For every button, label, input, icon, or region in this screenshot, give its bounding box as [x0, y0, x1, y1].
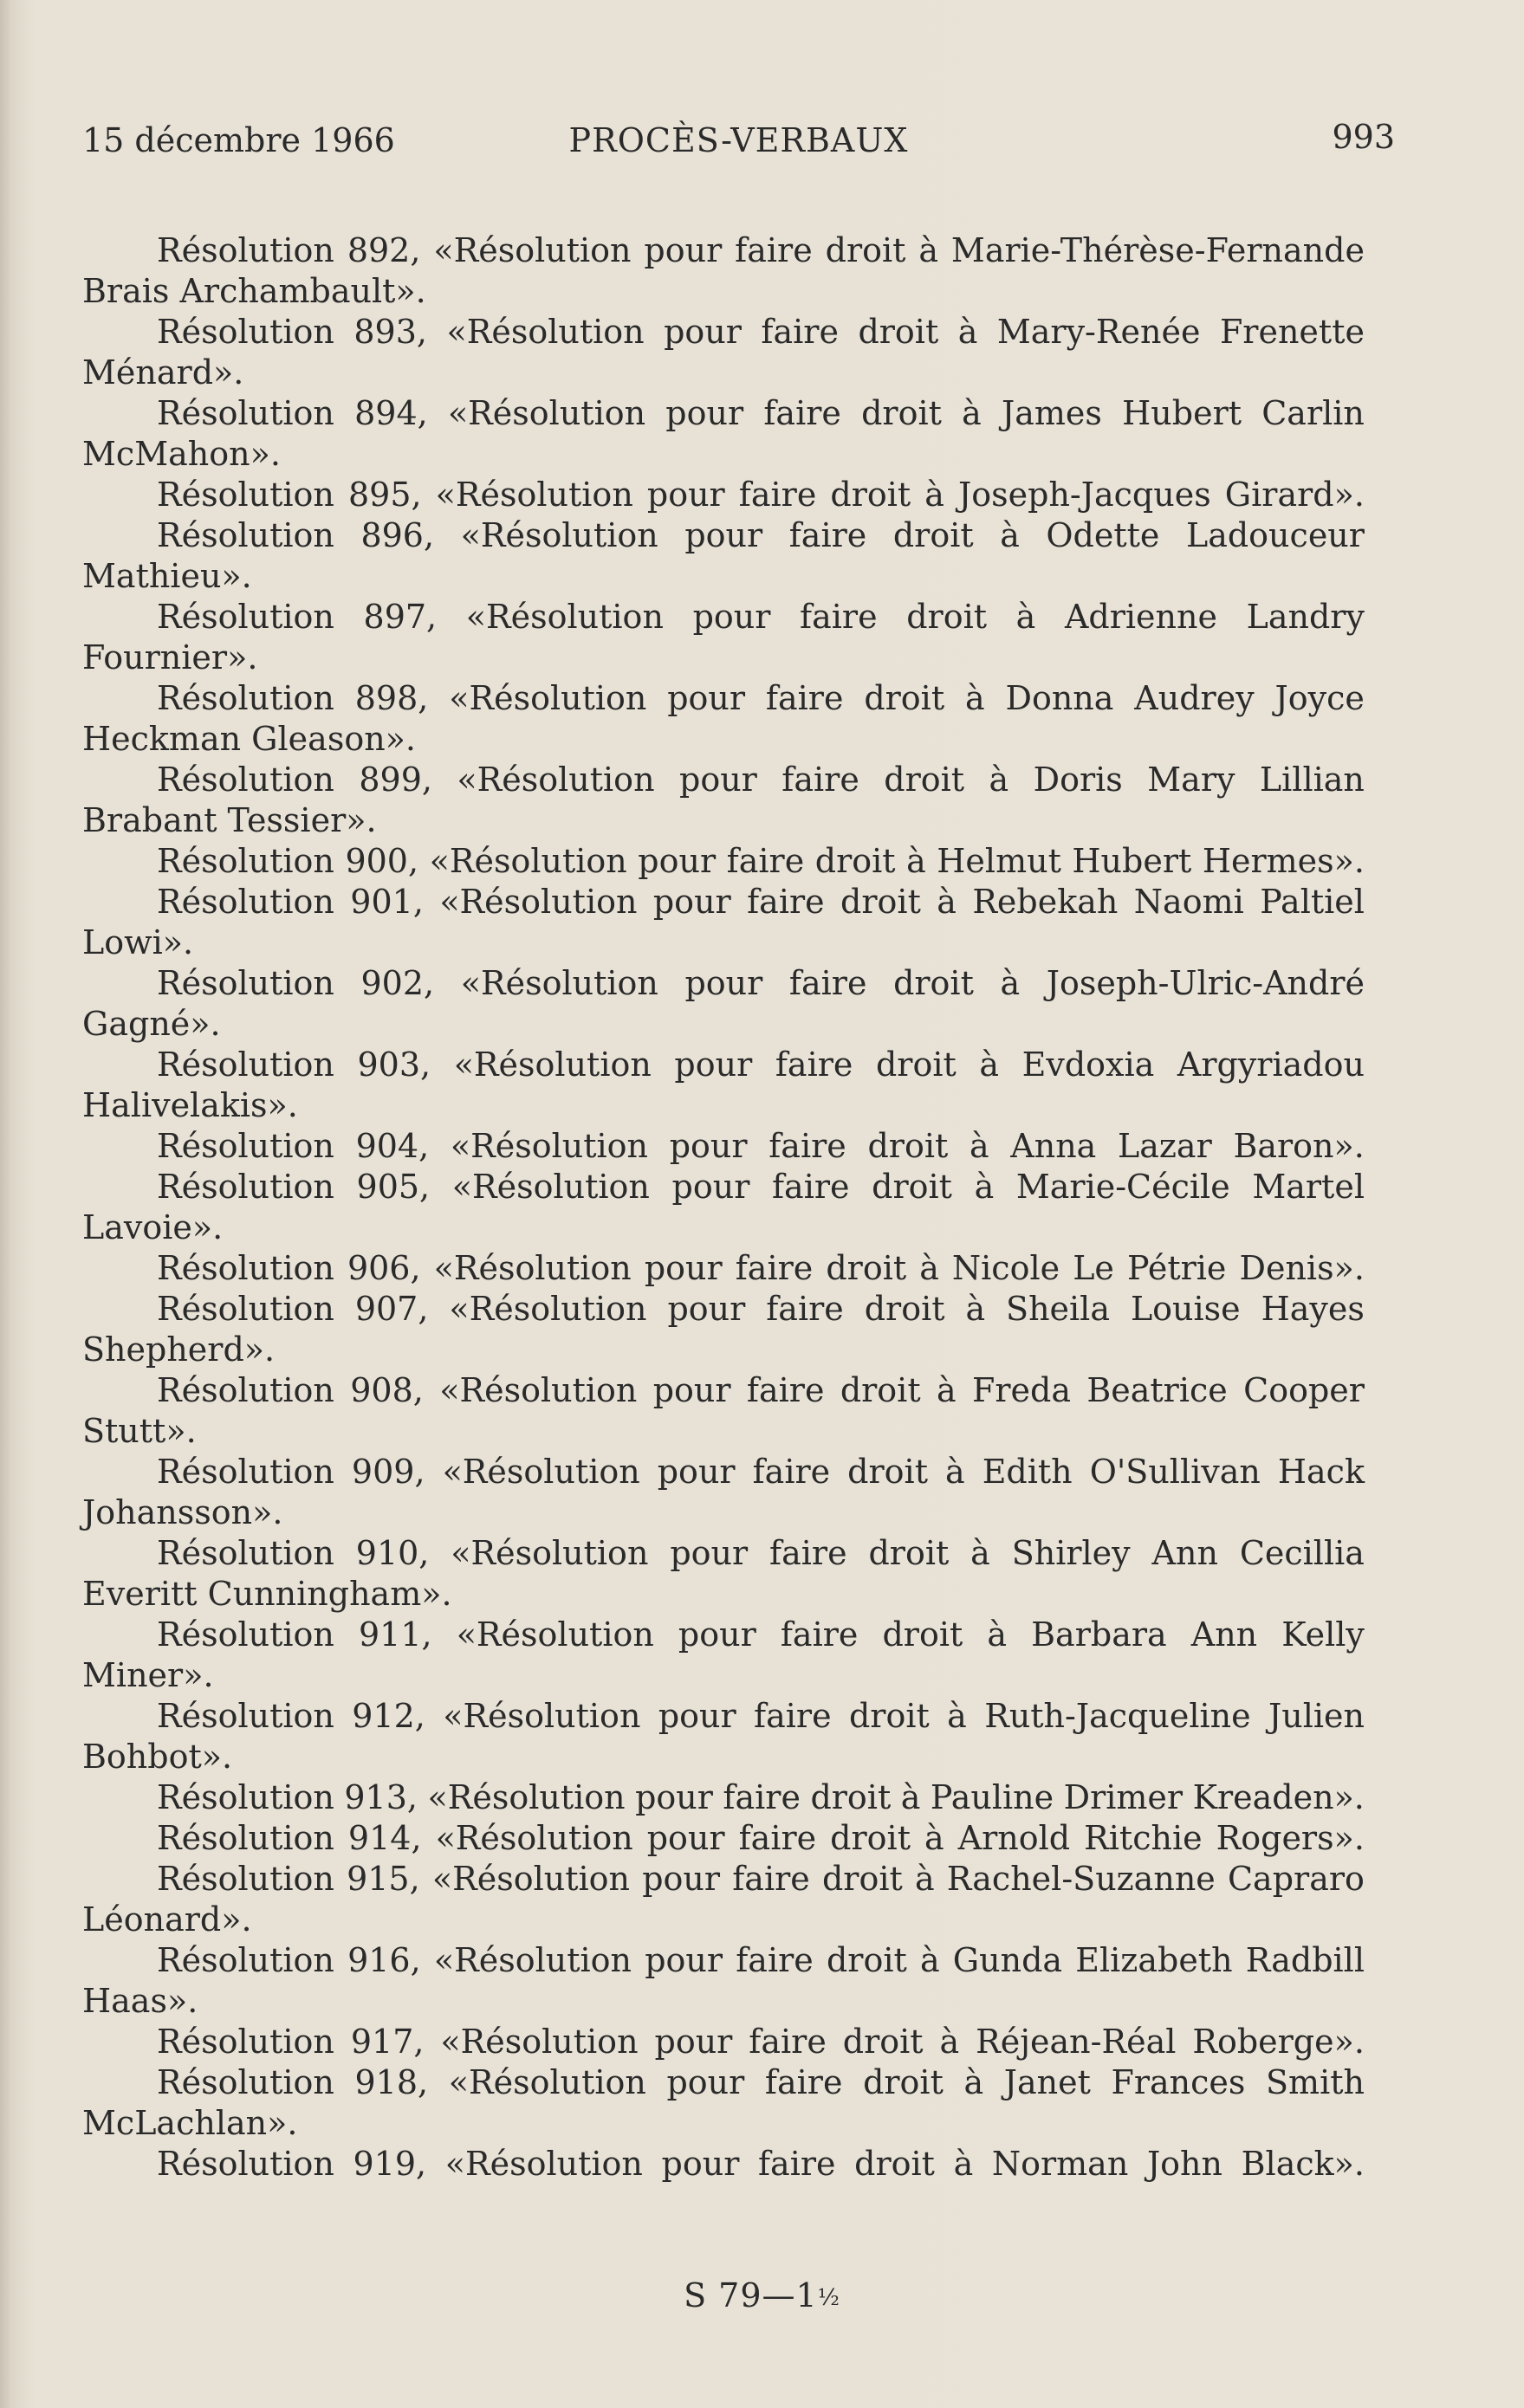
resolution-continuation: Fournier».: [82, 638, 258, 676]
resolution-entry: [82, 1940, 1365, 2022]
resolution-continuation: Johansson».: [82, 1493, 283, 1531]
resolution-continuation: Ménard».: [82, 353, 244, 392]
resolution-line: Résolution 904, «Résolution pour faire droit à Anna Lazar Baron».: [157, 1127, 1365, 1165]
resolution-continuation: Shepherd».: [82, 1330, 276, 1369]
footer-signature: S 79—1: [684, 2276, 818, 2314]
resolution-line: Résolution 907, «Résolution pour faire droit à Sheila Louise Hayes: [157, 1290, 1365, 1328]
resolution-line: Résolution 899, «Résolution pour faire droit à Doris Mary Lillian: [157, 761, 1365, 799]
resolution-line: Résolution 912, «Résolution pour faire droit à Ruth-Jacqueline Julien: [157, 1697, 1365, 1735]
header-date: 15 décembre 1966: [82, 121, 395, 159]
resolution-entry: [82, 2022, 1365, 2062]
resolution-line: Résolution 894, «Résolution pour faire droit à James Hubert Carlin: [157, 394, 1365, 432]
resolution-continuation: McMahon».: [82, 435, 281, 473]
resolution-line: Résolution 905, «Résolution pour faire droit à Marie-Cécile Martel: [157, 1168, 1365, 1206]
resolution-continuation: Haas».: [82, 1982, 198, 2020]
resolution-line: Résolution 901, «Résolution pour faire droit à Rebekah Naomi Paltiel: [157, 883, 1365, 921]
resolution-entry: [82, 1615, 1365, 1696]
resolution-continuation: Brais Archambault».: [82, 272, 426, 310]
resolution-entry: [82, 1289, 1365, 1370]
resolution-entry: [82, 1126, 1365, 1167]
resolution-line: Résolution 908, «Résolution pour faire droit à Freda Beatrice Cooper: [157, 1371, 1365, 1409]
resolution-continuation: Halivelakis».: [82, 1086, 298, 1124]
page-footer: [0, 2276, 1524, 2314]
resolution-continuation: Gagné».: [82, 1005, 221, 1043]
resolution-line: Résolution 900, «Résolution pour faire droit à Helmut Hubert Hermes».: [157, 842, 1365, 880]
resolution-entry: [82, 882, 1365, 963]
resolution-entry: [82, 1696, 1365, 1777]
resolution-line: Résolution 898, «Résolution pour faire droit à Donna Audrey Joyce: [157, 679, 1365, 717]
resolution-continuation: Mathieu».: [82, 557, 252, 595]
resolution-line: Résolution 906, «Résolution pour faire droit à Nicole Le Pétrie Denis».: [157, 1249, 1365, 1287]
resolution-line: Résolution 910, «Résolution pour faire droit à Shirley Ann Cecillia: [157, 1534, 1365, 1572]
resolution-line: Résolution 892, «Résolution pour faire droit à Marie-Thérèse-Fernande: [157, 231, 1365, 269]
resolution-entry: [82, 841, 1365, 882]
resolution-entry: [82, 475, 1365, 515]
resolution-continuation: Lavoie».: [82, 1208, 224, 1246]
header-title: PROCÈS-VERBAUX: [568, 121, 909, 159]
resolution-entry: [82, 1818, 1365, 1859]
resolution-entry: [82, 678, 1365, 760]
resolution-line: Résolution 913, «Résolution pour faire droit à Pauline Drimer Kreaden».: [157, 1778, 1365, 1816]
resolution-line: Résolution 915, «Résolution pour faire droit à Rachel-Suzanne Capraro: [157, 1860, 1365, 1898]
resolution-entry: [82, 760, 1365, 841]
resolution-line: Résolution 917, «Résolution pour faire droit à Réjean-Réal Roberge».: [157, 2023, 1365, 2061]
resolution-continuation: Everitt Cunningham».: [82, 1575, 452, 1613]
resolution-entry: [82, 963, 1365, 1045]
resolution-entry: [82, 515, 1365, 597]
resolution-entry: [82, 1167, 1365, 1248]
resolution-entry: [82, 1452, 1365, 1533]
resolution-line: Résolution 895, «Résolution pour faire droit à Joseph-Jacques Girard».: [157, 476, 1365, 514]
resolution-continuation: McLachlan».: [82, 2104, 298, 2142]
resolution-entry: [82, 393, 1365, 475]
page-header: [82, 118, 1395, 165]
resolution-continuation: Heckman Gleason».: [82, 720, 417, 758]
resolution-continuation: Bohbot».: [82, 1738, 233, 1776]
footer-fraction: ½: [817, 2285, 840, 2311]
resolution-line: Résolution 916, «Résolution pour faire droit à Gunda Elizabeth Radbill: [157, 1941, 1365, 1979]
resolution-entry: [82, 2144, 1365, 2185]
resolution-line: Résolution 918, «Résolution pour faire droit à Janet Frances Smith: [157, 2063, 1365, 2101]
resolution-line: Résolution 897, «Résolution pour faire droit à Adrienne Landry: [157, 598, 1365, 636]
page-number: 993: [1332, 118, 1395, 156]
resolution-line: Résolution 919, «Résolution pour faire droit à Norman John Black».: [157, 2145, 1365, 2183]
resolution-line: Résolution 903, «Résolution pour faire droit à Evdoxia Argyriadou: [157, 1045, 1365, 1084]
resolution-line: Résolution 896, «Résolution pour faire droit à Odette Ladouceur: [157, 516, 1365, 554]
resolution-entry: [82, 312, 1365, 393]
resolution-line: Résolution 909, «Résolution pour faire droit à Edith O'Sullivan Hack: [157, 1453, 1365, 1491]
resolution-entry: [82, 1859, 1365, 1940]
resolution-entry: [82, 1533, 1365, 1615]
resolution-entry: [82, 1248, 1365, 1289]
resolution-continuation: Brabant Tessier».: [82, 801, 377, 839]
resolution-continuation: Lowi».: [82, 923, 194, 961]
resolution-continuation: Miner».: [82, 1656, 214, 1694]
resolution-entry: [82, 1370, 1365, 1452]
resolution-line: Résolution 893, «Résolution pour faire droit à Mary-Renée Frenette: [157, 313, 1365, 351]
resolution-continuation: Stutt».: [82, 1412, 197, 1450]
resolution-continuation: Léonard».: [82, 1900, 252, 1939]
resolution-entry: [82, 2062, 1365, 2144]
resolution-line: Résolution 911, «Résolution pour faire droit à Barbara Ann Kelly: [157, 1615, 1365, 1654]
resolution-entry: [82, 1045, 1365, 1126]
resolution-list: [82, 230, 1365, 2185]
resolution-line: Résolution 914, «Résolution pour faire droit à Arnold Ritchie Rogers».: [157, 1819, 1365, 1857]
resolution-entry: [82, 1777, 1365, 1818]
resolution-line: Résolution 902, «Résolution pour faire droit à Joseph-Ulric-André: [157, 964, 1365, 1002]
resolution-entry: [82, 597, 1365, 678]
resolution-entry: [82, 230, 1365, 312]
